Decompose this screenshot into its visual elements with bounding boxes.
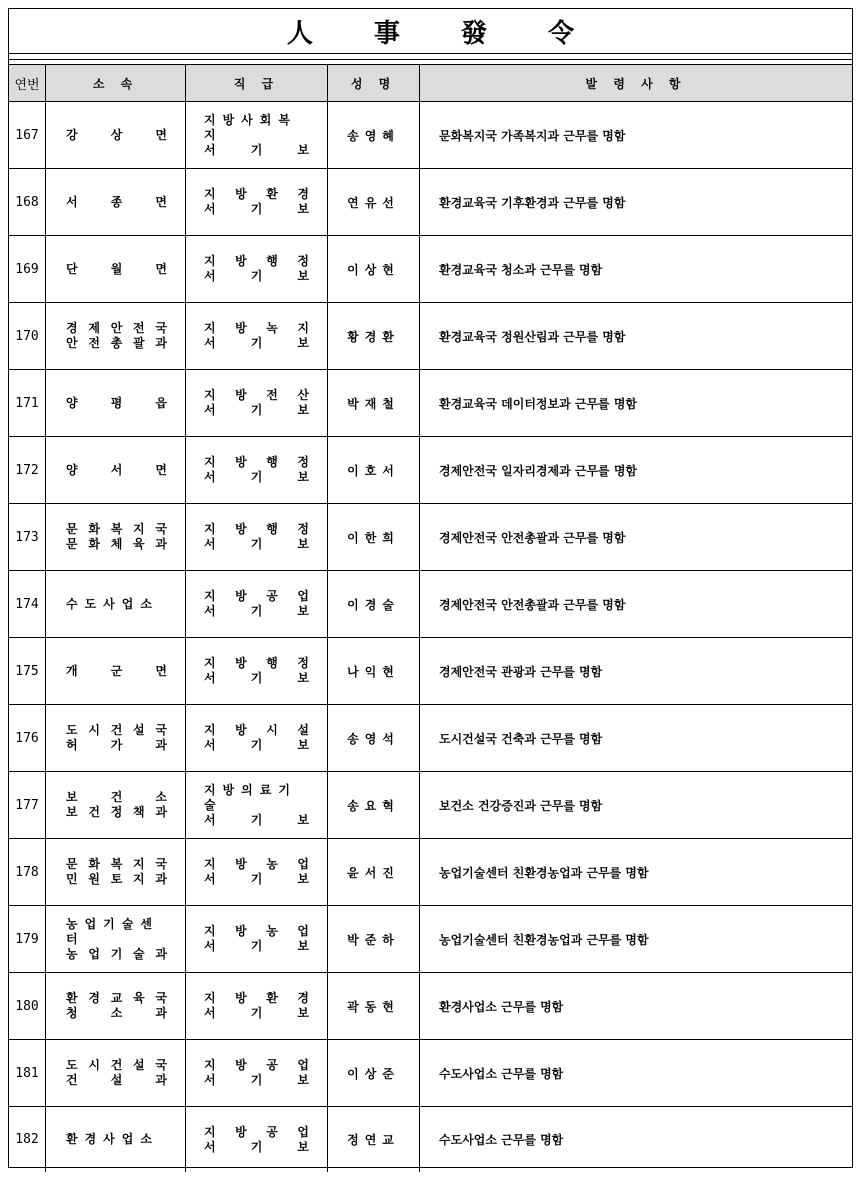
table-row <box>9 303 852 370</box>
rank-cell-line: 서 기 보 <box>204 403 309 417</box>
table-row <box>9 169 852 236</box>
dept-cell-line <box>66 1132 167 1147</box>
table-row <box>9 571 852 638</box>
row-number: 178 <box>9 839 46 906</box>
dept-cell-line: 양 평 읍 <box>66 395 167 410</box>
rank-cell <box>186 839 328 906</box>
row-number: 170 <box>9 303 46 370</box>
table-body <box>9 102 852 1173</box>
rank-cell-line: 지 방 공 업 <box>204 1058 309 1072</box>
person-name: 이상준 <box>328 1040 420 1107</box>
rank-cell-line: 지 방 공 업 <box>204 1124 309 1139</box>
rank-cell-line: 지 방 행 정 <box>204 254 309 268</box>
dept-cell <box>46 571 186 638</box>
dept-cell <box>46 303 186 370</box>
dept-cell-line: 보 건 소 <box>66 790 167 804</box>
row-number: 175 <box>9 638 46 705</box>
dept-cell-line: 도 시 건 설 국 <box>66 1058 167 1072</box>
table-row <box>9 906 852 973</box>
dept-cell-line: 경 제 안 전 국 <box>66 321 167 335</box>
rank-cell-line: 서 기 보 <box>204 537 309 551</box>
dept-cell-line: 문 화 체 육 과 <box>66 537 167 551</box>
rank-cell-line: 서 기 보 <box>204 1073 309 1087</box>
title-divider-bottom <box>9 59 852 60</box>
dept-cell <box>46 169 186 236</box>
dept-cell-line: 단 월 면 <box>66 261 167 276</box>
dept-cell-line: 서 종 면 <box>66 194 167 209</box>
dept-cell-text: 수도사업소 <box>66 596 159 611</box>
rank-cell <box>186 973 328 1040</box>
dept-cell <box>46 772 186 839</box>
title-divider-top <box>9 53 852 54</box>
person-name: 박재철 <box>328 370 420 437</box>
appointment-order: 환경교육국 기후환경과 근무를 명함 <box>420 169 853 236</box>
rank-cell-line: 서 기 보 <box>204 1006 309 1020</box>
rank-cell-line: 서 기 보 <box>204 604 309 618</box>
header-order: 발 령 사 항 <box>420 65 853 102</box>
rank-cell <box>186 571 328 638</box>
rank-cell-line: 서 기 보 <box>204 470 309 484</box>
table-row <box>9 839 852 906</box>
dept-cell-line: 건 설 과 <box>66 1073 167 1087</box>
appointment-order: 경제안전국 관광과 근무를 명함 <box>420 638 853 705</box>
dept-cell-line <box>66 917 167 947</box>
rank-cell <box>186 370 328 437</box>
dept-cell-line: 농 업 기 술 과 <box>66 946 167 961</box>
table-row <box>9 772 852 839</box>
dept-cell-line: 강 상 면 <box>66 127 167 142</box>
table-row <box>9 705 852 772</box>
dept-cell <box>46 437 186 504</box>
appointment-order: 환경사업소 근무를 명함 <box>420 973 853 1040</box>
row-number: 168 <box>9 169 46 236</box>
document-frame <box>8 8 853 1168</box>
person-name: 이호서 <box>328 437 420 504</box>
header-name: 성 명 <box>328 65 420 102</box>
person-name: 황경환 <box>328 303 420 370</box>
rank-cell-line: 서 기 보 <box>204 671 309 685</box>
rank-cell-line: 서 기 보 <box>204 142 309 157</box>
rank-cell-line: 서 기 보 <box>204 812 309 827</box>
person-name: 송영석 <box>328 705 420 772</box>
row-number: 182 <box>9 1107 46 1173</box>
rank-cell-line: 서 기 보 <box>204 202 309 216</box>
appointment-order: 문화복지국 가족복지과 근무를 명함 <box>420 102 853 169</box>
person-name: 송요혁 <box>328 772 420 839</box>
dept-cell-line: 민 원 토 지 과 <box>66 872 167 886</box>
appointment-order: 환경교육국 데이터정보과 근무를 명함 <box>420 370 853 437</box>
header-dept: 소 속 <box>46 65 186 102</box>
document-title: 人 事 發 令 <box>286 18 601 49</box>
person-name: 이한희 <box>328 504 420 571</box>
appointment-order: 수도사업소 근무를 명함 <box>439 1133 564 1147</box>
personnel-table <box>9 64 852 1172</box>
person-name: 나익현 <box>328 638 420 705</box>
row-number: 171 <box>9 370 46 437</box>
table-row <box>9 1040 852 1107</box>
rank-cell <box>186 102 328 169</box>
rank-cell-line: 지 방 녹 지 <box>204 321 309 335</box>
rank-cell-line: 지 방 행 정 <box>204 455 309 469</box>
rank-cell-line: 지 방 시 설 <box>204 723 309 737</box>
rank-cell <box>186 772 328 839</box>
appointment-order: 도시건설국 건축과 근무를 명함 <box>420 705 853 772</box>
rank-cell-line: 지 방 환 경 <box>204 187 309 201</box>
rank-cell <box>186 906 328 973</box>
dept-cell <box>46 638 186 705</box>
dept-cell <box>46 370 186 437</box>
appointment-order: 수도사업소 근무를 명함 <box>420 1040 853 1107</box>
rank-cell <box>186 1107 328 1173</box>
appointment-order: 경제안전국 일자리경제과 근무를 명함 <box>420 437 853 504</box>
dept-cell <box>46 839 186 906</box>
rank-cell-line: 서 기 보 <box>204 336 309 350</box>
dept-cell-line: 문 화 복 지 국 <box>66 522 167 536</box>
rank-cell-line: 서 기 보 <box>204 872 309 886</box>
header-no: 연번 <box>9 65 46 102</box>
row-number: 176 <box>9 705 46 772</box>
rank-cell-line: 서 기 보 <box>204 939 309 953</box>
dept-cell-line: 보 건 정 책 과 <box>66 805 167 819</box>
table-row <box>9 638 852 705</box>
rank-cell-line: 서 기 보 <box>204 738 309 752</box>
rank-cell-line <box>204 783 309 813</box>
dept-cell-text: 농업기술센터 <box>66 916 159 946</box>
rank-cell-text: 지방의료기술 <box>204 782 297 812</box>
person-name: 송영혜 <box>328 102 420 169</box>
rank-cell-line: 지 방 농 업 <box>204 924 309 938</box>
table-row <box>9 973 852 1040</box>
appointment-order: 보건소 건강증진과 근무를 명함 <box>420 772 853 839</box>
rank-cell-line: 지 방 공 업 <box>204 589 309 603</box>
person-name: 이상현 <box>328 236 420 303</box>
rank-cell <box>186 437 328 504</box>
row-number: 167 <box>9 102 46 169</box>
person-name: 박준하 <box>328 906 420 973</box>
row-number: 169 <box>9 236 46 303</box>
dept-cell-line: 환 경 교 육 국 <box>66 991 167 1005</box>
person-name: 곽동현 <box>328 973 420 1040</box>
rank-cell-line: 지 방 전 산 <box>204 388 309 402</box>
dept-cell <box>46 236 186 303</box>
person-name: 이경술 <box>328 571 420 638</box>
table-row <box>9 504 852 571</box>
dept-cell-line: 문 화 복 지 국 <box>66 857 167 871</box>
row-number: 173 <box>9 504 46 571</box>
rank-cell-line: 지 방 농 업 <box>204 857 309 871</box>
appointment-order: 경제안전국 안전총괄과 근무를 명함 <box>420 504 853 571</box>
dept-cell-line: 청 소 과 <box>66 1006 167 1020</box>
table-row <box>9 370 852 437</box>
row-number: 180 <box>9 973 46 1040</box>
dept-cell-text: 환경사업소 <box>66 1132 159 1146</box>
rank-cell <box>186 705 328 772</box>
row-number: 177 <box>9 772 46 839</box>
dept-cell-line: 개 군 면 <box>66 663 167 678</box>
dept-cell-line: 도 시 건 설 국 <box>66 723 167 737</box>
appointment-order: 농업기술센터 친환경농업과 근무를 명함 <box>420 839 853 906</box>
person-name: 연유선 <box>328 169 420 236</box>
dept-cell <box>46 504 186 571</box>
rank-cell <box>186 638 328 705</box>
table-row <box>9 236 852 303</box>
row-number: 181 <box>9 1040 46 1107</box>
table-header-row <box>9 65 852 102</box>
header-rank: 직 급 <box>186 65 328 102</box>
appointment-order: 농업기술센터 친환경농업과 근무를 명함 <box>420 906 853 973</box>
rank-cell <box>186 169 328 236</box>
rank-cell-line: 지 방 환 경 <box>204 991 309 1005</box>
rank-cell <box>186 1040 328 1107</box>
table-row <box>9 102 852 169</box>
row-number: 172 <box>9 437 46 504</box>
rank-cell-line: 지 방 행 정 <box>204 522 309 536</box>
rank-cell-text: 지방사회복지 <box>204 112 297 142</box>
rank-cell-line: 지 방 행 정 <box>204 656 309 670</box>
title-box <box>9 9 852 53</box>
table-row <box>9 1107 852 1173</box>
appointment-order: 환경교육국 정원산림과 근무를 명함 <box>420 303 853 370</box>
rank-cell <box>186 303 328 370</box>
table-row <box>9 437 852 504</box>
dept-cell <box>46 102 186 169</box>
dept-cell <box>46 1040 186 1107</box>
dept-cell <box>46 973 186 1040</box>
dept-cell <box>46 906 186 973</box>
person-name: 정연교 <box>328 1107 420 1173</box>
appointment-order: 경제안전국 안전총괄과 근무를 명함 <box>420 571 853 638</box>
row-number: 179 <box>9 906 46 973</box>
rank-cell-line: 서 기 보 <box>204 269 309 283</box>
row-number: 174 <box>9 571 46 638</box>
rank-cell-line: 서 기 보 <box>204 1139 309 1154</box>
dept-cell-line: 허 가 과 <box>66 738 167 752</box>
rank-cell <box>186 236 328 303</box>
dept-cell-line <box>66 597 167 612</box>
dept-cell-line: 안 전 총 괄 과 <box>66 336 167 350</box>
dept-cell <box>46 1107 186 1173</box>
dept-cell <box>46 705 186 772</box>
person-name: 윤서진 <box>328 839 420 906</box>
appointment-order: 환경교육국 청소과 근무를 명함 <box>420 236 853 303</box>
rank-cell <box>186 504 328 571</box>
dept-cell-line: 양 서 면 <box>66 462 167 477</box>
rank-cell-line <box>204 113 309 143</box>
